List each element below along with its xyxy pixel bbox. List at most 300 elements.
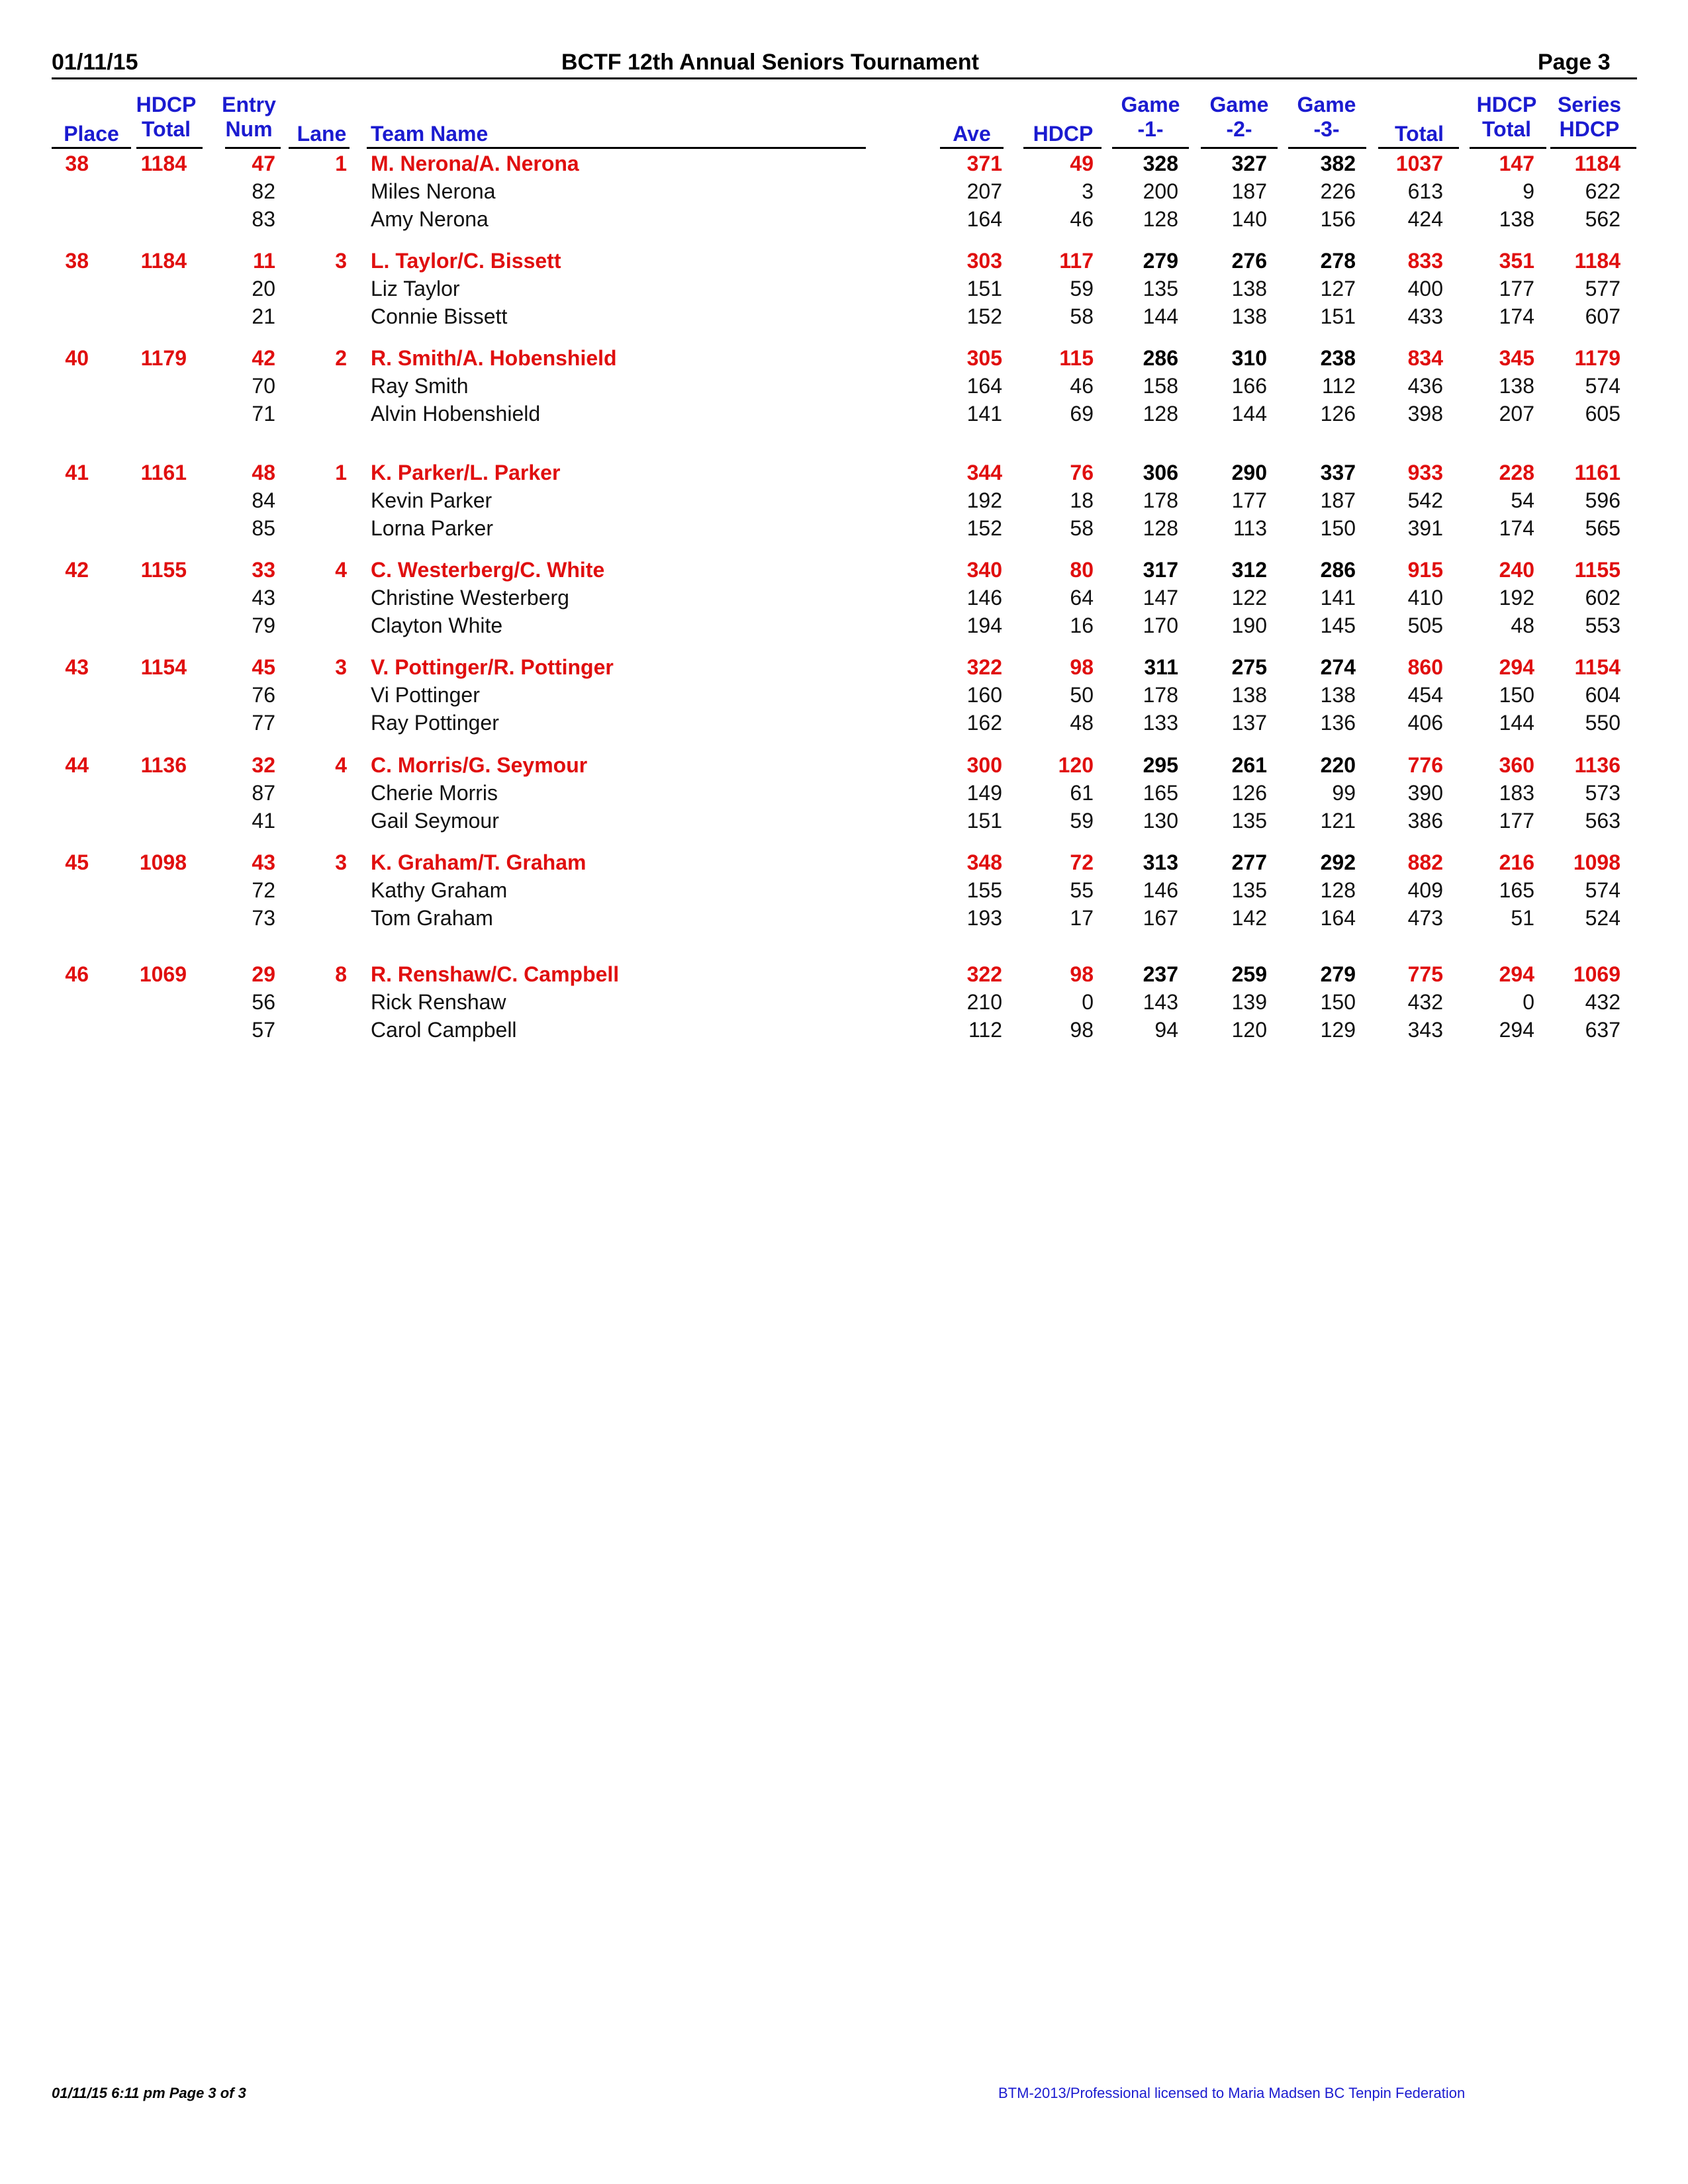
cell-name: Rick Renshaw [371,990,506,1014]
cell-g3: 150 [1320,990,1356,1014]
cell-entry: 71 [252,402,275,426]
cell-g2: 122 [1231,586,1267,610]
cell-total: 775 [1407,962,1443,986]
col-underline [52,147,131,149]
cell-series: 596 [1585,488,1620,512]
cell-total: 409 [1407,878,1443,902]
cell-g3: 129 [1320,1018,1356,1042]
cell-g2: 140 [1231,207,1267,231]
cell-g3: 156 [1320,207,1356,231]
cell-total: 400 [1407,277,1443,300]
cell-series: 550 [1585,711,1620,735]
cell-g2: 113 [1233,516,1267,540]
cell-g1: 165 [1143,781,1178,805]
cell-entry: 41 [252,809,275,833]
cell-g3: 279 [1320,962,1356,986]
cell-series: 563 [1585,809,1620,833]
cell-g2: 259 [1231,962,1267,986]
cell-g3: 127 [1320,277,1356,300]
cell-g2: 277 [1231,850,1267,874]
cell-g3: 145 [1320,614,1356,637]
cell-hdcp: 59 [1070,277,1094,300]
cell-lane: 8 [335,962,347,986]
cell-total: 882 [1407,850,1443,874]
cell-hdcp: 46 [1070,207,1094,231]
cell-total: 432 [1407,990,1443,1014]
cell-ave: 151 [966,809,1002,833]
cell-ave: 344 [966,461,1002,484]
cell-ave: 146 [966,586,1002,610]
cell-ave: 193 [966,906,1002,930]
cell-series: 1136 [1574,753,1620,777]
cell-hdcp-total2: 294 [1499,962,1534,986]
cell-g3: 187 [1320,488,1356,512]
cell-name: Gail Seymour [371,809,499,833]
cell-g3: 220 [1320,753,1356,777]
cell-series: 432 [1585,990,1620,1014]
cell-series: 1179 [1574,346,1620,370]
cell-name: L. Taylor/C. Bissett [371,249,561,273]
cell-total: 343 [1407,1018,1443,1042]
cell-g3: 292 [1320,850,1356,874]
cell-entry: 33 [252,558,275,582]
cell-series: 607 [1585,304,1620,328]
cell-hdcp-total: 1136 [140,753,187,777]
cell-hdcp-total2: 174 [1499,516,1534,540]
cell-hdcp: 18 [1070,488,1094,512]
cell-hdcp: 59 [1070,809,1094,833]
cell-hdcp: 98 [1070,655,1094,679]
cell-lane: 4 [335,558,347,582]
cell-ave: 340 [966,558,1002,582]
cell-hdcp-total2: 351 [1499,249,1534,273]
cell-ave: 164 [966,374,1002,398]
cell-hdcp-total2: 192 [1499,586,1534,610]
cell-place: 45 [65,850,89,874]
cell-hdcp: 120 [1058,753,1094,777]
cell-place: 42 [65,558,89,582]
cell-place: 46 [65,962,89,986]
cell-hdcp: 16 [1070,614,1094,637]
col-header-team-name: Team Name [371,122,489,146]
cell-series: 637 [1585,1018,1620,1042]
cell-g2: 166 [1231,374,1267,398]
cell-g2: 310 [1231,346,1267,370]
cell-hdcp-total: 1179 [140,346,187,370]
cell-g1: 128 [1143,402,1178,426]
col-underline [940,147,1004,149]
cell-ave: 149 [966,781,1002,805]
cell-g3: 164 [1320,906,1356,930]
cell-g3: 126 [1320,402,1356,426]
cell-hdcp-total2: 360 [1499,753,1534,777]
cell-hdcp-total2: 345 [1499,346,1534,370]
cell-total: 410 [1407,586,1443,610]
cell-ave: 141 [966,402,1002,426]
cell-total: 542 [1407,488,1443,512]
cell-entry: 48 [252,461,275,484]
cell-total: 933 [1407,461,1443,484]
cell-entry: 11 [253,249,275,273]
cell-series: 1154 [1574,655,1620,679]
cell-hdcp-total: 1154 [140,655,187,679]
col-underline [367,147,866,149]
cell-name: Kathy Graham [371,878,508,902]
cell-g1: 130 [1143,809,1178,833]
cell-series: 622 [1585,179,1620,203]
cell-g2: 142 [1231,906,1267,930]
cell-g3: 151 [1320,304,1356,328]
cell-hdcp-total2: 138 [1499,207,1534,231]
cell-place: 38 [65,152,89,175]
cell-g1: 135 [1143,277,1178,300]
col-underline [225,147,281,149]
cell-ave: 162 [966,711,1002,735]
cell-g1: 279 [1143,249,1178,273]
cell-hdcp: 0 [1082,990,1094,1014]
cell-hdcp: 3 [1082,179,1094,203]
col-underline [1288,147,1366,149]
cell-g1: 237 [1143,962,1178,986]
cell-g1: 167 [1143,906,1178,930]
cell-total: 833 [1407,249,1443,273]
col-underline [1470,147,1546,149]
cell-hdcp: 55 [1070,878,1094,902]
col-header-lane: Lane [297,122,347,146]
page-number: Page 3 [1538,50,1611,75]
cell-name: Lorna Parker [371,516,493,540]
cell-g3: 136 [1320,711,1356,735]
cell-g3: 128 [1320,878,1356,902]
cell-g2: 138 [1231,277,1267,300]
cell-hdcp: 98 [1070,962,1094,986]
cell-lane: 3 [335,655,347,679]
cell-g3: 141 [1320,586,1356,610]
cell-name: R. Smith/A. Hobenshield [371,346,617,370]
cell-total: 1037 [1395,152,1443,175]
cell-name: Clayton White [371,614,503,637]
cell-series: 605 [1585,402,1620,426]
cell-g2: 190 [1231,614,1267,637]
cell-ave: 164 [966,207,1002,231]
cell-g2: 177 [1231,488,1267,512]
cell-g1: 143 [1143,990,1178,1014]
cell-entry: 45 [252,655,275,679]
cell-hdcp-total2: 240 [1499,558,1534,582]
cell-total: 454 [1407,683,1443,707]
cell-name: Ray Pottinger [371,711,499,735]
cell-hdcp: 58 [1070,304,1094,328]
col-underline [1378,147,1459,149]
cell-ave: 155 [966,878,1002,902]
cell-entry: 83 [252,207,275,231]
cell-hdcp: 61 [1070,781,1094,805]
cell-ave: 207 [966,179,1002,203]
cell-g3: 112 [1321,374,1356,398]
cell-series: 1184 [1574,152,1620,175]
cell-g2: 135 [1231,878,1267,902]
cell-total: 473 [1407,906,1443,930]
cell-name: Liz Taylor [371,277,460,300]
cell-g2: 187 [1231,179,1267,203]
cell-hdcp: 17 [1070,906,1094,930]
cell-place: 38 [65,249,89,273]
cell-total: 915 [1407,558,1443,582]
cell-hdcp: 48 [1070,711,1094,735]
col-underline [289,147,350,149]
cell-g2: 144 [1231,402,1267,426]
cell-g1: 200 [1143,179,1178,203]
cell-name: C. Westerberg/C. White [371,558,605,582]
col-header-total: Total [1394,122,1444,146]
col-header-place: Place [64,122,119,146]
cell-hdcp-total2: 207 [1499,402,1534,426]
cell-hdcp-total2: 147 [1499,152,1534,175]
col-header-game3: Game -3- [1297,93,1356,141]
cell-g1: 128 [1143,207,1178,231]
cell-entry: 47 [252,152,275,175]
cell-hdcp-total2: 216 [1499,850,1534,874]
cell-series: 1155 [1574,558,1620,582]
cell-total: 436 [1407,374,1443,398]
cell-entry: 43 [252,850,275,874]
cell-hdcp-total2: 138 [1499,374,1534,398]
cell-total: 776 [1407,753,1443,777]
cell-series: 1098 [1573,850,1620,874]
cell-ave: 305 [966,346,1002,370]
cell-hdcp: 50 [1070,683,1094,707]
cell-name: M. Nerona/A. Nerona [371,152,579,175]
cell-g1: 94 [1154,1018,1178,1042]
header-divider [52,77,1637,79]
cell-g2: 138 [1231,683,1267,707]
cell-name: R. Renshaw/C. Campbell [371,962,620,986]
cell-name: Connie Bissett [371,304,508,328]
cell-hdcp: 69 [1070,402,1094,426]
cell-g1: 178 [1143,488,1178,512]
col-header-hdcp-total: HDCP Total [136,93,197,141]
cell-series: 562 [1585,207,1620,231]
cell-total: 613 [1407,179,1443,203]
cell-g3: 99 [1332,781,1356,805]
cell-ave: 160 [966,683,1002,707]
col-header-game2: Game -2- [1209,93,1269,141]
cell-ave: 300 [966,753,1002,777]
cell-entry: 85 [252,516,275,540]
cell-ave: 371 [966,152,1002,175]
cell-total: 390 [1407,781,1443,805]
cell-hdcp-total: 1161 [140,461,187,484]
cell-g1: 170 [1143,614,1178,637]
cell-g3: 286 [1320,558,1356,582]
col-header-hdcp: HDCP [1033,122,1094,146]
cell-lane: 3 [335,249,347,273]
cell-ave: 194 [966,614,1002,637]
cell-g2: 137 [1231,711,1267,735]
cell-name: Tom Graham [371,906,493,930]
cell-series: 553 [1585,614,1620,637]
cell-name: K. Parker/L. Parker [371,461,561,484]
cell-g3: 278 [1320,249,1356,273]
cell-g1: 295 [1143,753,1178,777]
cell-total: 391 [1407,516,1443,540]
cell-name: Christine Westerberg [371,586,569,610]
cell-hdcp: 64 [1070,586,1094,610]
cell-place: 44 [65,753,89,777]
cell-place: 40 [65,346,89,370]
col-underline [1112,147,1189,149]
cell-entry: 77 [252,711,275,735]
cell-lane: 2 [335,346,347,370]
cell-hdcp-total2: 54 [1511,488,1534,512]
cell-g3: 226 [1320,179,1356,203]
cell-hdcp: 80 [1070,558,1094,582]
cell-series: 577 [1585,277,1620,300]
cell-entry: 29 [252,962,275,986]
cell-g1: 317 [1143,558,1178,582]
cell-g1: 128 [1143,516,1178,540]
cell-hdcp-total2: 144 [1499,711,1534,735]
cell-entry: 42 [252,346,275,370]
cell-entry: 56 [252,990,275,1014]
col-underline [1550,147,1636,149]
cell-series: 565 [1585,516,1620,540]
cell-name: Ray Smith [371,374,469,398]
cell-total: 406 [1407,711,1443,735]
cell-hdcp-total2: 51 [1511,906,1534,930]
cell-hdcp-total: 1184 [140,249,187,273]
cell-lane: 1 [335,461,347,484]
cell-hdcp-total2: 9 [1523,179,1534,203]
cell-lane: 3 [335,850,347,874]
cell-hdcp-total: 1184 [140,152,187,175]
report-date: 01/11/15 [52,50,138,75]
cell-total: 386 [1407,809,1443,833]
cell-entry: 82 [252,179,275,203]
col-underline [1201,147,1278,149]
cell-hdcp: 72 [1070,850,1094,874]
cell-hdcp-total2: 0 [1523,990,1534,1014]
cell-hdcp-total2: 165 [1499,878,1534,902]
cell-lane: 1 [335,152,347,175]
cell-ave: 112 [968,1018,1002,1042]
col-header-game1: Game -1- [1121,93,1180,141]
cell-g2: 138 [1231,304,1267,328]
cell-ave: 303 [966,249,1002,273]
cell-ave: 322 [966,962,1002,986]
cell-series: 574 [1585,374,1620,398]
cell-g3: 238 [1320,346,1356,370]
cell-hdcp-total2: 294 [1499,655,1534,679]
col-header-entry-num: Entry Num [222,93,276,141]
cell-entry: 57 [252,1018,275,1042]
cell-name: Cherie Morris [371,781,498,805]
cell-name: V. Pottinger/R. Pottinger [371,655,614,679]
cell-hdcp: 58 [1070,516,1094,540]
cell-g1: 146 [1143,878,1178,902]
cell-ave: 192 [966,488,1002,512]
cell-place: 43 [65,655,89,679]
cell-hdcp-total2: 177 [1499,809,1534,833]
cell-g1: 313 [1143,850,1178,874]
cell-g3: 382 [1320,152,1356,175]
cell-entry: 32 [252,753,275,777]
cell-g2: 275 [1231,655,1267,679]
cell-hdcp-total2: 183 [1499,781,1534,805]
cell-name: Amy Nerona [371,207,489,231]
cell-total: 505 [1407,614,1443,637]
report-title: BCTF 12th Annual Seniors Tournament [561,50,979,75]
cell-series: 602 [1585,586,1620,610]
cell-ave: 152 [966,516,1002,540]
cell-g3: 337 [1320,461,1356,484]
cell-g2: 276 [1231,249,1267,273]
cell-entry: 21 [252,304,275,328]
cell-name: C. Morris/G. Seymour [371,753,588,777]
cell-hdcp: 46 [1070,374,1094,398]
cell-entry: 76 [252,683,275,707]
cell-g3: 121 [1320,809,1356,833]
cell-hdcp: 115 [1059,346,1094,370]
cell-entry: 43 [252,586,275,610]
cell-g2: 290 [1231,461,1267,484]
cell-entry: 79 [252,614,275,637]
cell-g1: 147 [1143,586,1178,610]
cell-hdcp-total2: 150 [1499,683,1534,707]
footer-timestamp: 01/11/15 6:11 pm Page 3 of 3 [52,2085,246,2101]
cell-ave: 210 [966,990,1002,1014]
cell-name: Carol Campbell [371,1018,517,1042]
cell-g1: 133 [1143,711,1178,735]
cell-g1: 306 [1143,461,1178,484]
cell-hdcp: 117 [1059,249,1094,273]
cell-ave: 151 [966,277,1002,300]
cell-g2: 135 [1231,809,1267,833]
cell-name: Alvin Hobenshield [371,402,541,426]
cell-g2: 126 [1231,781,1267,805]
cell-g1: 328 [1143,152,1178,175]
cell-place: 41 [65,461,89,484]
cell-hdcp-total: 1098 [139,850,187,874]
cell-g2: 261 [1231,753,1267,777]
cell-series: 524 [1585,906,1620,930]
cell-series: 1161 [1574,461,1620,484]
cell-hdcp-total2: 174 [1499,304,1534,328]
cell-total: 860 [1407,655,1443,679]
col-underline [1023,147,1102,149]
cell-ave: 348 [966,850,1002,874]
cell-g3: 138 [1320,683,1356,707]
cell-entry: 70 [252,374,275,398]
cell-g3: 150 [1320,516,1356,540]
cell-lane: 4 [335,753,347,777]
cell-name: K. Graham/T. Graham [371,850,586,874]
cell-g1: 158 [1143,374,1178,398]
cell-g2: 312 [1231,558,1267,582]
cell-g2: 139 [1231,990,1267,1014]
cell-hdcp-total2: 228 [1499,461,1534,484]
cell-ave: 322 [966,655,1002,679]
cell-hdcp: 49 [1070,152,1094,175]
cell-entry: 87 [252,781,275,805]
cell-g1: 178 [1143,683,1178,707]
cell-g2: 120 [1231,1018,1267,1042]
cell-series: 604 [1585,683,1620,707]
cell-hdcp: 98 [1070,1018,1094,1042]
cell-hdcp-total: 1069 [139,962,187,986]
cell-hdcp-total: 1155 [140,558,187,582]
cell-hdcp-total2: 177 [1499,277,1534,300]
